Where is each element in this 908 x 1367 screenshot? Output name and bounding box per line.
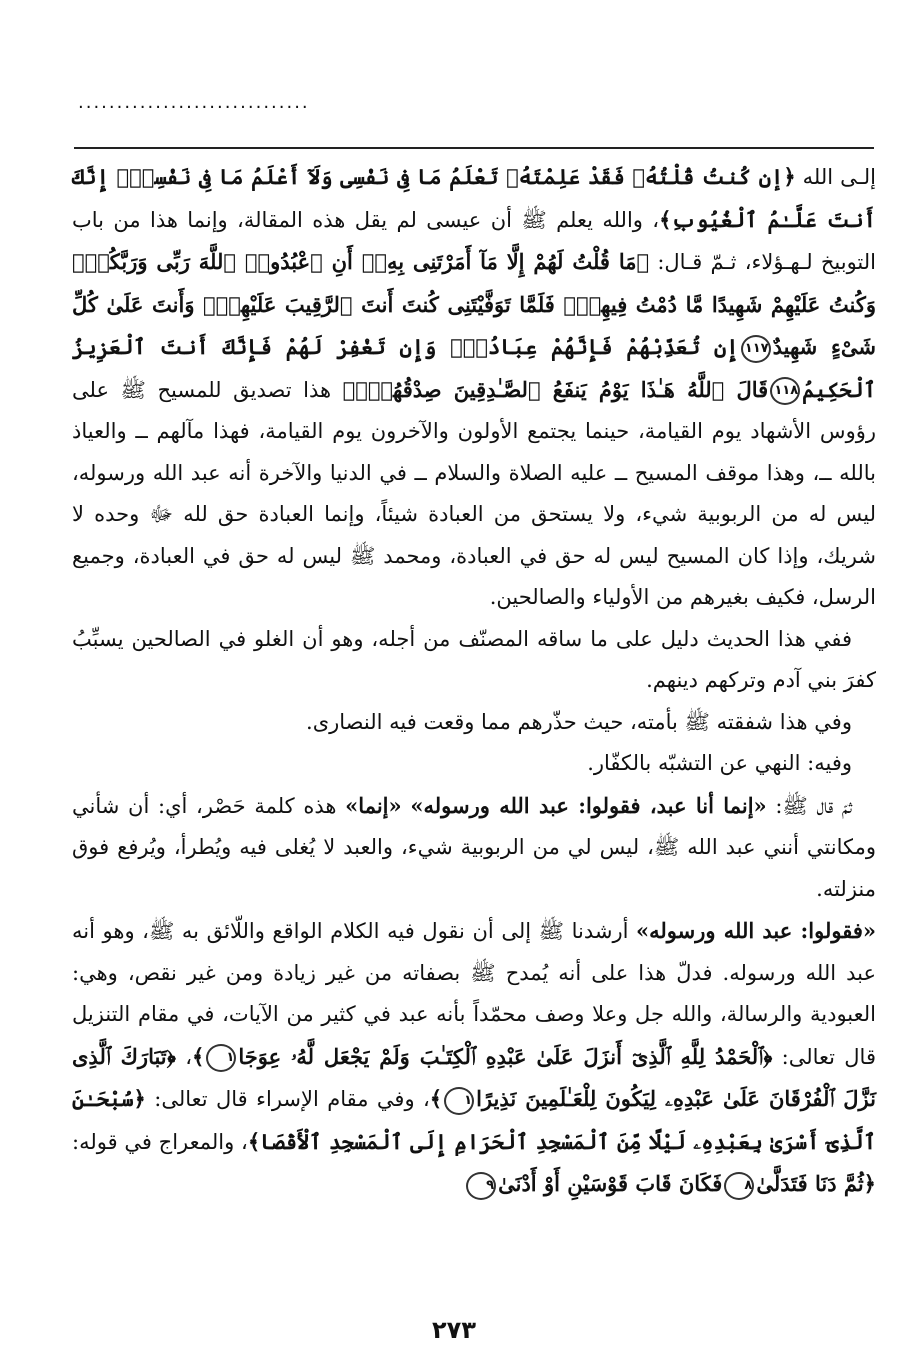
p6-text-h: ، وفي مقام الإسراء قال تعالى: bbox=[145, 1087, 430, 1111]
hadith-quote: «إنما أنا عبد، فقولوا: عبد الله ورسوله» bbox=[410, 792, 767, 818]
quran-verse-1: ﴿إن كُنتُ قُلْتُهُۥ فَقَدْ عَلِمْتَهُۥ تَعْلَمُ مَا فِى نَفْسِى وَلَآ أَعْلَمُ مَا فِى نَفْسِكَۚ إِنَّكَ أَنتَ عَلَّـٰمُ ٱلْغُيُوبِ﴾ bbox=[72, 164, 876, 232]
hadith-phrase: «فقولوا: عبد الله ورسوله» bbox=[636, 918, 876, 943]
header-rule bbox=[74, 147, 874, 149]
quran-verse-7: ﴿سُبْحَـٰنَ ٱلَّذِىٓ أَسْرَىٰ بِعَبْدِهِۦ لَيْلًا مِّنَ ٱلْمَسْجِدِ ٱلْحَرَامِ إِلَى ٱلْمَسْجِدِ ٱلْأَقْصَا﴾ bbox=[72, 1086, 876, 1154]
p6-text-e: ، bbox=[175, 1044, 193, 1069]
paragraph-2: ففي هذا الحديث دليل على ما ساقه المصنّف من أجله، وهو أن الغلو في الصالحين يسبِّبُ كفرَ بني آدم وتركهم دينهم. bbox=[72, 626, 876, 692]
paragraph-3: وفي هذا شفقته ﷺ بأمته، حيث حذّرهم مما وقعت فيه النصارى. bbox=[306, 709, 852, 734]
quran-verse-3: إِن تُعَذِّبْهُمْ فَإِنَّهُمْ عِبَادُكَۖ وَإِن تَغْفِرْ لَهُمْ فَإِنَّكَ أَنتَ ٱلْعَزِيزُ ٱلْحَكِيمُ bbox=[72, 334, 876, 402]
dotted-separator: .............................. bbox=[78, 96, 310, 110]
paragraph-1 bbox=[72, 156, 876, 619]
ayah-number-9: ٩ bbox=[466, 1172, 496, 1200]
p1-text-c: ، والله يعلم ﷺ أن عيسى لم يقل هذه المقالة، وإنما هذا من باب التوبيخ لـهـؤلاء، ثـمّ قـال: bbox=[72, 207, 876, 274]
ayah-number-118: ١١٨ bbox=[770, 377, 800, 405]
ayah-number-1a: ١ bbox=[206, 1044, 236, 1072]
hadith-word: «إنما» bbox=[345, 792, 402, 818]
paragraph-5 bbox=[72, 785, 876, 911]
ayah-number-1b: ١ bbox=[444, 1087, 474, 1115]
quran-verse-4: قَالَ ٱللَّهُ هَـٰذَا يَوْمُ يَنفَعُ ٱلصَّـٰدِقِينَ صِدْقُهُمْۚ﴾ bbox=[342, 376, 769, 402]
p1-text-g: هذا تصديق للمسيح ﷺ على رؤوس الأشهاد يوم القيامة، حينما يجتمع الأولون والآخرون يوم القيامة، فهذا مآلهم ــ والعياذ بالله ــ، وهذا موقف المسيح ــ عليه الصلاة والسلام ــ في الدنيا والآخرة أنه عبد الله ورسوله، ليس له من الربوبية شيء، ولا يستحق من العبادة شيئاً، وإنما العبادة حق لله ﷻ وحده لا شريك، وإذا كان المسيح ليس له حق في العبادة، ومحمد ﷺ ليس له حق في العبادة، وجميع الرسل، فكيف بغيرهم من الأولياء والصالحين. bbox=[72, 377, 876, 609]
page-number: ٢٧٣ bbox=[432, 1316, 476, 1344]
quran-verse-2: ﴿مَا قُلْتُ لَهُمْ إِلَّا مَآ أَمَرْتَنِى بِهِۦٓ أَنِ ٱعْبُدُوا۟ ٱللَّهَ رَبِّى وَرَبَّكُمْۚ وَكُنتُ عَلَيْهِمْ شَهِيدًا مَّا دُمْتُ فِيهِمْۖ فَلَمَّا تَوَفَّيْتَنِى كُنتَ أَنتَ ٱلرَّقِيبَ عَلَيْهِمْۚ وَأَنتَ عَلَىٰ كُلِّ شَىْءٍ شَهِيدٌ bbox=[72, 249, 876, 359]
paragraph-4: وفيه: النهي عن التشبّه بالكفّار. bbox=[587, 751, 852, 775]
page-body bbox=[72, 156, 876, 1206]
p5-text-e: هذه كلمة حَصْر، أي: أن شأني ومكانتي أنني عبد الله ﷺ، ليس لي من الربوبية شيء، والعبد لا يُغلى فيه ويُطرأ، ويُرفع فوق منزلته. bbox=[72, 793, 876, 901]
p1-text-a: إلـى الله bbox=[795, 165, 876, 189]
p5-text-a: ثمّ قال ﷺ: bbox=[766, 793, 852, 818]
quran-close-2: ﴾ bbox=[429, 1086, 443, 1111]
quran-verse-6: ﴿تَبَارَكَ ٱلَّذِى نَزَّلَ ٱلْفُرْقَانَ عَلَىٰ عَبْدِهِۦ لِيَكُونَ لِلْعَـٰلَمِينَ نَذِيرًا bbox=[72, 1043, 876, 1111]
quran-close-1: ﴾ bbox=[192, 1043, 205, 1069]
paragraph-6 bbox=[72, 910, 876, 1206]
ayah-number-117: ١١٧ bbox=[741, 335, 771, 363]
quran-verse-9: فَكَانَ قَابَ قَوْسَيْنِ أَوْ أَدْنَىٰ bbox=[498, 1171, 723, 1196]
ayah-number-8: ٨ bbox=[724, 1172, 754, 1200]
quran-verse-5: ﴿ٱلْحَمْدُ لِلَّهِ ٱلَّذِىٓ أَنزَلَ عَلَىٰ عَبْدِهِ ٱلْكِتَـٰبَ وَلَمْ يَجْعَل لَّهُۥ عِوَجَا bbox=[238, 1043, 773, 1069]
p6-text-j: ، والمعراج في قوله: bbox=[72, 1129, 248, 1154]
quran-verse-8: ﴿ثُمَّ دَنَا فَتَدَلَّىٰ bbox=[756, 1171, 876, 1196]
p6-text-b: أرشدنا ﷺ إلى أن نقول فيه الكلام الواقع واللّائق به ﷺ، وهو أنه عبد الله ورسوله. فدلّ هذا على أنه يُمدح ﷺ بصفاته من غير زيادة ومن غير نقص، وهي: العبودية والرسالة، والله جل وعلا وصف محمّداً بأنه عبد في كثير من الآيات، في مقام التنزيل قال تعالى: bbox=[72, 919, 876, 1069]
